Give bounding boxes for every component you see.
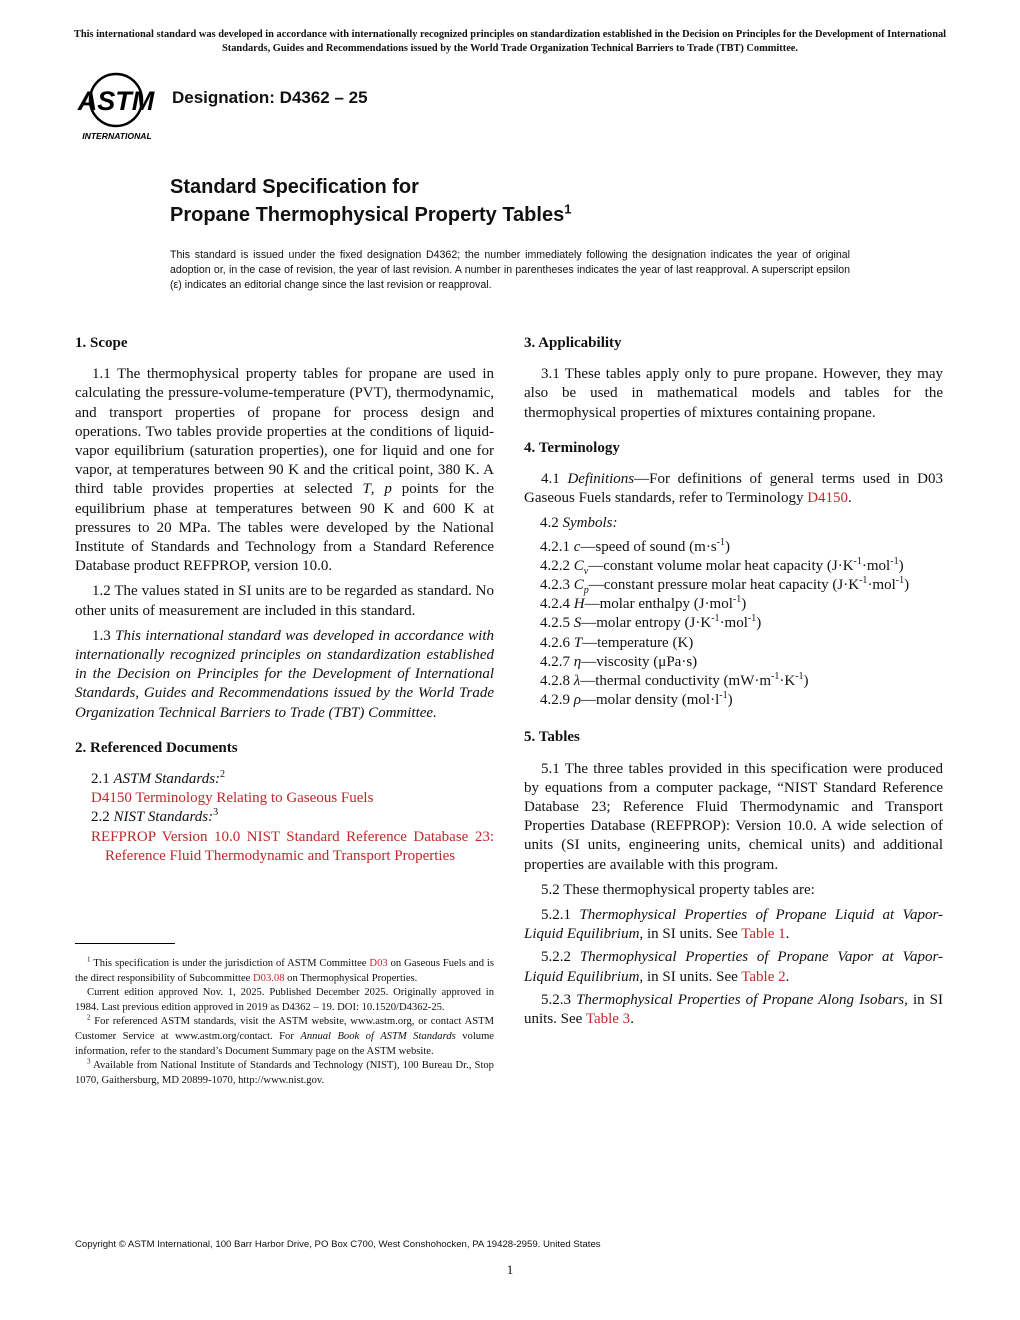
astm-standards-label: 2.1 ASTM Standards:$^2$ — [91, 769, 226, 788]
table-item: 5.2.1 Thermophysical Properties of Propane Liquid at Vapor-Liquid Equilibrium, in SI units. See Table 1. — [524, 907, 944, 943]
ref-refprop[interactable] — [75, 828, 494, 866]
footnote-1: $^1$ This specification is under the jurisdiction of ASTM Committee D03 on Gaseous Fuels and is the direct responsibility of Subcommittee D03.08 on Thermophysical Properties. — [75, 955, 494, 984]
astm-logo — [72, 72, 164, 142]
table-item: 5.2.3 Thermophysical Properties of Propane Along Isobars, in SI units. See Table 3. — [524, 991, 944, 1028]
section-heading-terminology: 4. Terminology — [524, 439, 620, 456]
ref-d4150-code[interactable]: D4150 — [91, 790, 132, 807]
logo-subtext: INTERNATIONAL — [82, 131, 152, 141]
paragraph-1-3: 1.3 This international standard was developed in accordance with internationally recognized principles on standardization established in the Decision on Principles for the Development of International Standards, Guides and Recommendations issued by the World Trade Organization Technical Barriers to Trade (TBT) Committee. — [75, 627, 494, 721]
designation: Designation: D4362 – 25 — [172, 88, 368, 107]
paragraph-1-2: 1.2 The values stated in SI units are to be regarded as standard. No other units of measurement are included in this standard. — [75, 583, 494, 619]
footnote-divider — [75, 943, 175, 944]
symbol-item: 4.2.6 T—temperature (K) — [540, 634, 694, 651]
symbols-list — [524, 538, 943, 711]
title-line-2: Propane Thermophysical Property Tables$^1$ — [170, 201, 572, 226]
title-footnote-mark: 1 — [564, 201, 572, 217]
symbol-item: 4.2.7 η—viscosity (μPa·s) — [540, 653, 698, 670]
issuance-note: This standard is issued under the fixed designation D4362; the number immediately following the designation indicates the year of original adoption or, in the case of revision, the year of last revision. A number in parentheses indicates the year of last reapproval. A superscript epsilon (ε) indicates an editorial change since the last revision or reapproval. — [170, 249, 850, 291]
paragraph-5-1: 5.1 The three tables provided in this specification were produced by equations from a computer package, “NIST Standard Reference Database 23; Reference Fluid Thermodynamic and Transport Properties Database (REFPROP): Version 10.0. A wide selection of units (SI units, engineering units, chemical units) and additional properties are available with this program. — [524, 760, 943, 873]
ref-refprop-code[interactable]: REFPROP Version 10.0 — [91, 828, 241, 845]
symbol-item: 4.2.9 ρ—molar density $(mol\cdot l^{-1})$ — [540, 690, 733, 709]
symbol-item: 4.2.1 c—speed of sound $(m\cdot s^{-1})$ — [540, 536, 730, 555]
symbol-item: 4.2.4 H—molar enthalpy (J·mol$^{-1}$) — [540, 594, 747, 613]
link-d03-08[interactable]: D03.08 — [253, 972, 285, 984]
page-title — [170, 173, 571, 229]
ref-d4150-title[interactable]: Terminology Relating to Gaseous Fuels — [135, 790, 374, 807]
table-link[interactable]: Table 1 — [741, 926, 786, 943]
table-item: 5.2.2 Thermophysical Properties of Propane Vapor at Vapor-Liquid Equilibrium, in SI units. See Table 2. — [524, 949, 944, 985]
footnotes — [75, 957, 494, 1088]
symbol-item: 4.2.8 λ—thermal conductivity $(mW\cdot m^{-1}\cdot K^{-1})$ — [540, 671, 809, 690]
link-d4150[interactable]: D4150 — [807, 490, 849, 507]
link-d03[interactable]: D03 — [369, 958, 388, 969]
page-number: 1 — [506, 1262, 514, 1277]
symbols-label: 4.2 Symbols: — [540, 515, 618, 532]
section-heading-scope: 1. Scope — [75, 335, 128, 351]
footnote-1-edition: Current edition approved Nov. 1, 2025. Published December 2025. Originally approved in 1984. Last previous edition approved in 2019 as D4362 – 19. DOI: 10.1520/D4362-25. — [75, 987, 494, 1013]
footnote-2: $^2$ For referenced ASTM standards, visit the ASTM website, www.astm.org, or contact ASTM Customer Service at www.astm.org/contact. For Annual Book of ASTM Standards volume information, refer to the standard’s Document Summary page on the ASTM website. — [75, 1013, 495, 1057]
footnote-3: $^3$ Available from National Institute of Standards and Technology (NIST), 100 Bureau Dr., Stop 1070, Gaithersburg, MD 20899-1070, http://www.nist.gov. — [75, 1057, 494, 1086]
paragraph-4-1: 4.1 Definitions—For definitions of general terms used in D03 Gaseous Fuels standards, refer to Terminology D4150. — [524, 471, 943, 507]
paragraph-3-1: 3.1 These tables apply only to pure propane. However, they may also be used in mathematical models and tables for the thermophysical properties of mixtures containing propane. — [524, 366, 943, 421]
left-column — [75, 334, 494, 866]
section-heading-applicability: 3. Applicability — [524, 335, 622, 351]
section-heading-referenced-documents: 2. Referenced Documents — [75, 739, 238, 756]
paragraph-1-1: 1.1 The thermophysical property tables for propane are used in calculating the pressure-volume-temperature (PVT), thermodynamic, and transport properties of propane for process design and operations. Two tables provide properties at the conditions of liquid-vapor equilibrium (saturation properties), one for liquid and one for vapor, at temperatures between 90 K and the critical point, 380 K. A third table provides properties at selected T, p points for the equilibrium phase at temperatures between 90 K and 600 K at pressures to 20 MPa. The tables were developed by the National Institute of Standards and Technology from a Standard Reference Database product REFPROP, version 10.0. — [75, 366, 495, 575]
symbol-item: 4.2.3 $C_p—constant$ pressure molar heat capacity $(J\cdot K^{-1}\cdot mol^{-1})$ — [540, 575, 910, 597]
symbol-item: 4.2.5 S—molar entropy $(J\cdot K^{-1}\cdot mol^{-1})$ — [540, 613, 762, 632]
wto-notice: This international standard was developed in accordance with internationally recognized principles on standardization established in the Decision on Principles for the Development of International Standards, Guides and Recommendations issued by the World Trade Organization Technical Barriers to Trade (TBT) Committee. — [73, 29, 947, 54]
table-link[interactable]: Table 2 — [741, 968, 786, 985]
paragraph-5-2: 5.2 These thermophysical property tables are: — [541, 881, 815, 898]
title-line-1: Standard Specification for — [170, 176, 419, 198]
nist-standards-label: 2.2 NIST Standards:$^3$ — [91, 807, 219, 826]
table-link[interactable]: Table 3 — [585, 1011, 631, 1028]
section-heading-tables: 5. Tables — [524, 729, 580, 746]
ref-refprop-title[interactable]: NIST Standard Reference Database 23: Reference Fluid Thermodynamic and Transport Properties — [105, 828, 494, 864]
copyright: Copyright © ASTM International, 100 Barr Harbor Drive, PO Box C700, West Conshohocken, PA 19428-2959. United States — [75, 1239, 601, 1250]
symbol-item: 4.2.2 $C_v—constant$ volume molar heat capacity $(J\cdot K^{-1}\cdot mol^{-1})$ — [540, 555, 904, 577]
right-column — [524, 334, 943, 1033]
tables-list — [524, 906, 943, 1029]
logo-letters: ASTM — [77, 86, 155, 116]
ref-d4150[interactable] — [75, 789, 494, 808]
